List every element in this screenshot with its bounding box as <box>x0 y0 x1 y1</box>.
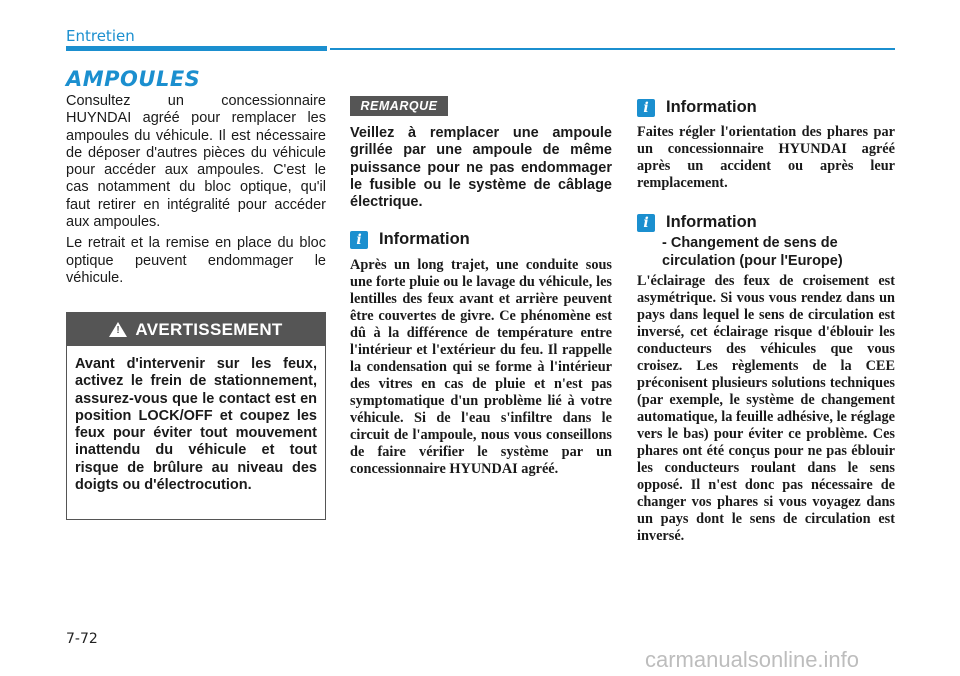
warning-box <box>66 312 326 520</box>
remarque-label: REMARQUE <box>350 96 448 116</box>
column-1 <box>66 93 326 291</box>
section-label: Entretien <box>66 27 135 45</box>
intro-paragraph-2: Le retrait et la remise en place du bloc optique peuvent endommager le véhicule. <box>66 235 326 286</box>
info-icon: i <box>637 214 655 232</box>
info-text-phares: Faites régler l'orientation des phares par un concessionnaire HYUNDAI agréé après un accident ou après leur remplacement. <box>637 124 895 191</box>
info-subheading: - Changement de sens de circulation (pour l'Europe) <box>662 235 843 269</box>
warning-text: Avant d'intervenir sur les feux, activez le frein de stationnement, assurez-vous que le contact est en position LOCK/OFF et coupez les feux pour éviter tout mouvement inattendu du véhicule et tout risque de brûlure au niveau des doigts ou d'électrocution. <box>75 356 317 494</box>
info-title: Information <box>379 230 470 248</box>
info-icon: i <box>350 231 368 249</box>
info-title: Information <box>666 213 757 231</box>
watermark: carmanualsonline.info <box>645 647 860 672</box>
warning-title: AVERTISSEMENT <box>135 319 283 339</box>
info-heading-3 <box>637 213 757 232</box>
info-icon: i <box>637 99 655 117</box>
info-heading-2 <box>637 98 757 117</box>
intro-paragraph: Consultez un concessionnaire HUYNDAI agréé pour remplacer les ampoules du véhicule. Il est nécessaire de déposer d'autres pièces du véhicule pour accéder aux ampoules. C'est le cas notamment du bloc optique, qu'il faut retirer en intégralité pour accéder aux ampoules. <box>66 93 326 231</box>
page-title: AMPOULES <box>66 67 201 91</box>
info-title: Information <box>666 98 757 116</box>
page-number: 7-72 <box>66 631 98 647</box>
info-text-circulation: L'éclairage des feux de croisement est asymétrique. Si vous vous rendez dans un pays dans lequel le sens de circulation est inversé, cet éclairage risque d'éblouir les conducteurs des véhicules que vous croisez. Les règlements de la CEE préconisent plusieurs solutions techniques (par exemple, le système de changement automatique, la feuille adhésive, le réglage vers le bas) pour éviter ce problème. Ces phares ont été conçus pour ne pas éblouir les conducteurs roulant dans le sens opposé. Il n'est donc pas nécessaire de changer vos phares si vous voyagez dans un pays dont le sens de circulation est inversé. <box>637 273 895 544</box>
header-rule-thin <box>330 48 895 50</box>
warning-triangle-icon: ! <box>109 322 127 337</box>
info-heading-1 <box>350 230 470 249</box>
warning-header <box>67 313 325 346</box>
remarque-text: Veillez à remplacer une ampoule grillée par une ampoule de même puissance pour ne pas endommager le fusible ou le système de câblage électrique. <box>350 125 612 211</box>
header-rule-thick <box>66 46 327 51</box>
info-text-condensation: Après un long trajet, une conduite sous une forte pluie ou le lavage du véhicule, les lentilles des feux avant et arrière peuvent être couvertes de givre. Ce phénomène est dû à la différence de température entre l'intérieur et l'extérieur du feu. Il rappelle la condensation qui se forme à l'intérieur des vitres en cas de pluie et n'est pas symptomatique d'un problème lié à votre véhicule. Si de l'eau s'infiltre dans le circuit de l'ampoule, nous vous conseillons de faire vérifier le système par un concessionnaire HYUNDAI agréé. <box>350 257 612 477</box>
